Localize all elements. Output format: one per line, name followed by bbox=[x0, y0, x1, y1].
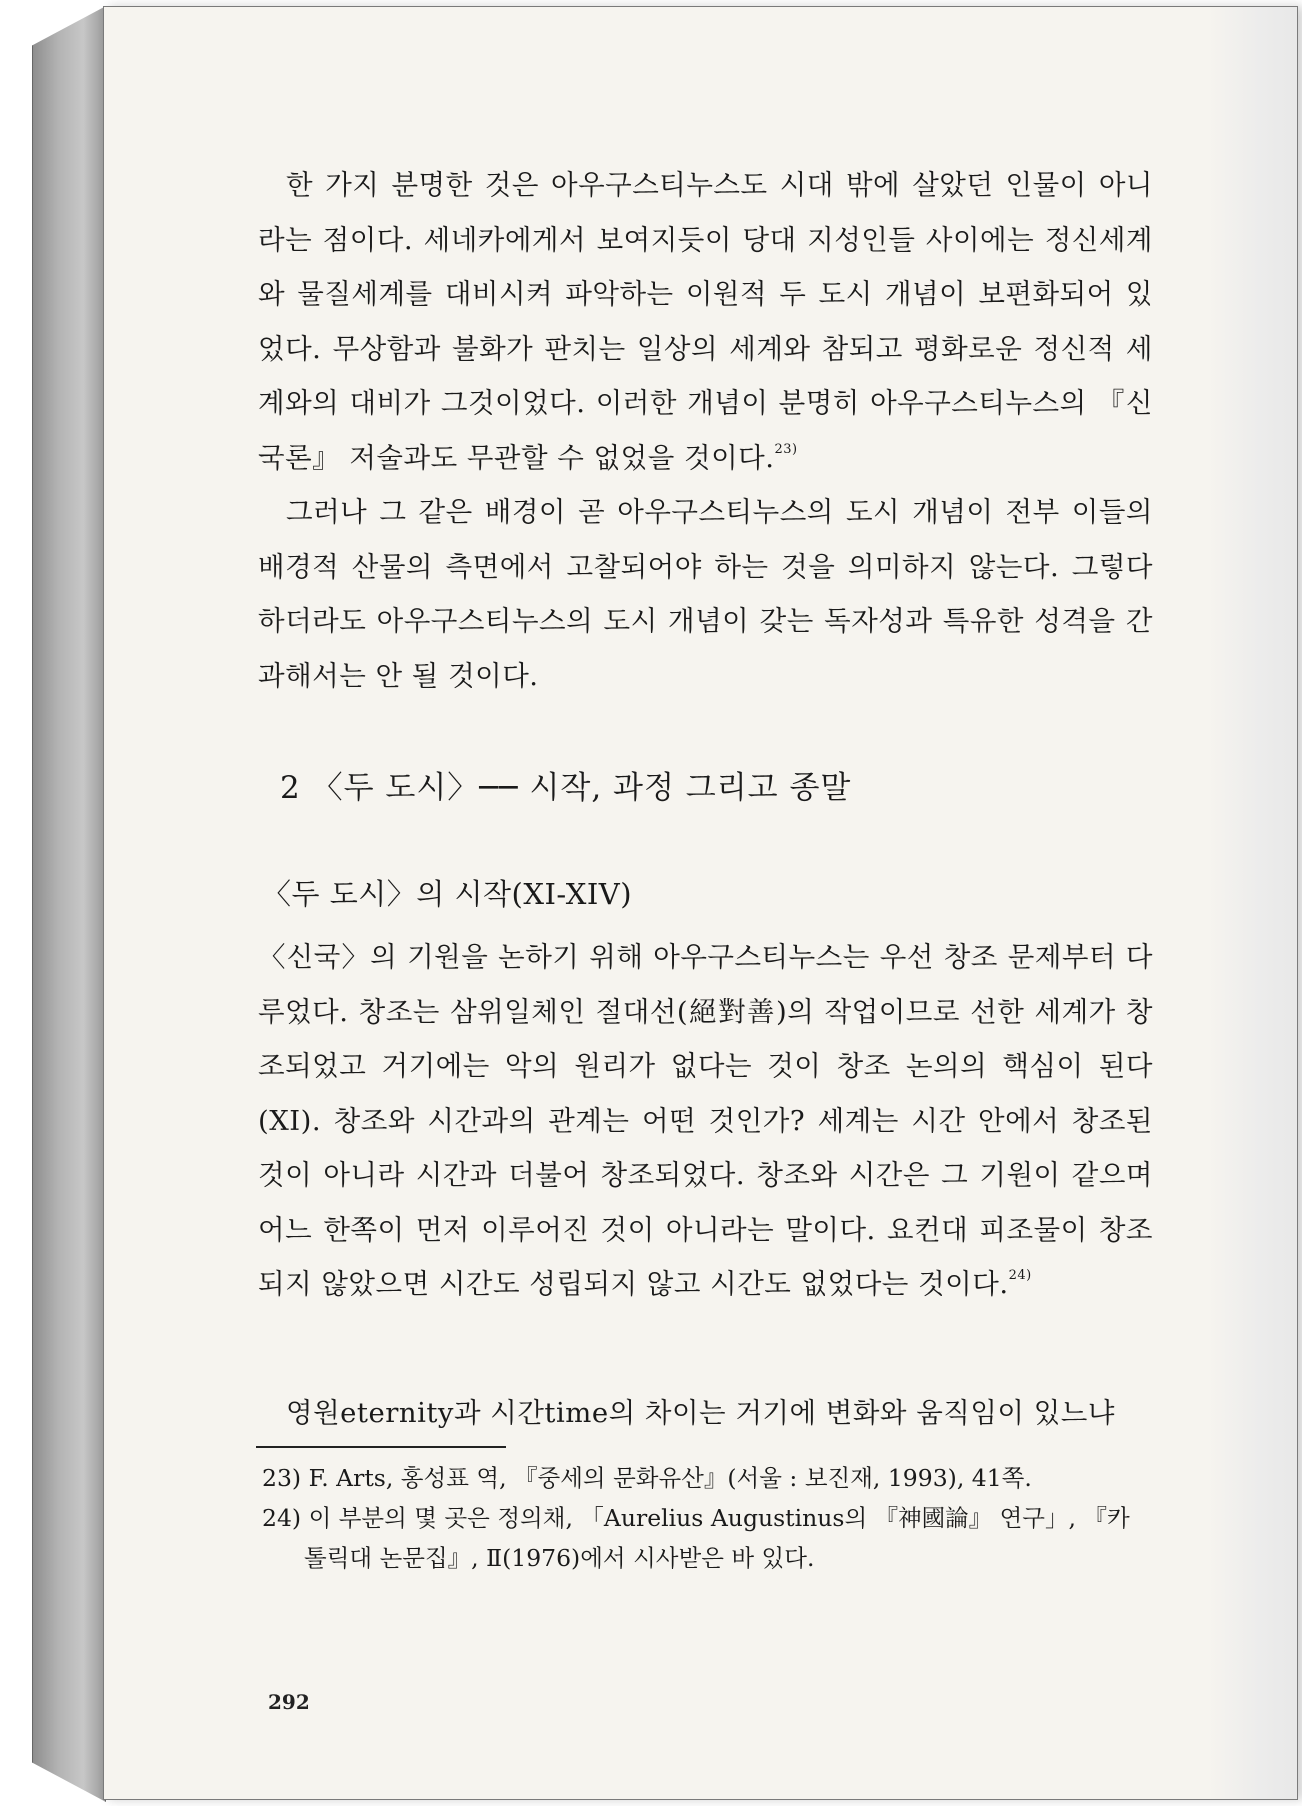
section-heading: 2 〈두 도시〉── 시작, 과정 그리고 종말 bbox=[280, 770, 852, 806]
footnote-23 bbox=[262, 1458, 1157, 1498]
paragraph-text: 〈신국〉의 기원을 논하기 위해 아우구스티누스는 우선 창조 문제부터 다루었다. 창조는 삼위일체인 절대선(絕對善)의 작업이므로 선한 세계가 창조되었고 거기에는 악의 원리가 없다는 것이 창조 논의의 핵심이 된다(XI). 창조와 시간과의 관계는 어떤 것인가? 세계는 시간 안에서 창조된 것이 아니라 시간과 더불어 창조되었다. 창조와 시간은 그 기원이 같으며 어느 한쪽이 먼저 이루어진 것이 아니라는 말이다. 요컨대 피조물이 창조되지 않았으면 시간도 성립되지 않고 시간도 없었다는 것이다. bbox=[258, 941, 1154, 1300]
footnote-reference: 24) bbox=[1008, 1268, 1032, 1283]
page-number: 292 bbox=[268, 1690, 310, 1714]
body-text-block-3 bbox=[258, 1386, 1153, 1441]
footnote-24 bbox=[262, 1498, 1157, 1578]
body-paragraph bbox=[258, 930, 1153, 1312]
body-paragraph bbox=[258, 158, 1153, 485]
footnote-marker: 23) bbox=[262, 1464, 302, 1492]
footnote-reference: 23) bbox=[774, 441, 798, 457]
book-spine bbox=[32, 6, 106, 1802]
footnote-divider bbox=[256, 1446, 506, 1448]
footnote-marker: 24) bbox=[262, 1504, 302, 1532]
footnote-text: 이 부분의 몇 곳은 정의채, 「Aurelius Augustinus의 『神國論』 연구」, 『카 bbox=[308, 1504, 1130, 1532]
footnote-text: F. Arts, 홍성표 역, 『중세의 문화유산』(서울 : 보진재, 1993), 41쪽. bbox=[308, 1464, 1032, 1492]
body-text-block-2 bbox=[258, 930, 1153, 1312]
sub-heading: 〈두 도시〉의 시작(XI-XIV) bbox=[262, 877, 633, 911]
body-text-block-1 bbox=[258, 158, 1153, 703]
paragraph-text: 한 가지 분명한 것은 아우구스티누스도 시대 밖에 살았던 인물이 아니라는 점이다. 세네카에게서 보여지듯이 당대 지성인들 사이에는 정신세계와 물질세계를 대비시켜 파악하는 이원적 두 도시 개념이 보편화되어 있었다. 무상함과 불화가 판치는 일상의 세계와 참되고 평화로운 정신적 세계와의 대비가 그것이었다. 이러한 개념이 분명히 아우구스티누스의 『신국론』 저술과도 무관할 수 없었을 것이다. bbox=[258, 169, 1153, 474]
body-paragraph: 그러나 그 같은 배경이 곧 아우구스티누스의 도시 개념이 전부 이들의 배경적 산물의 측면에서 고찰되어야 하는 것을 의미하지 않는다. 그렇다 하더라도 아우구스티누스의 도시 개념이 갖는 독자성과 특유한 성격을 간과해서는 안 될 것이다. bbox=[258, 496, 1153, 692]
body-paragraph: 영원eternity과 시간time의 차이는 거기에 변화와 움직임이 있느냐 bbox=[286, 1397, 1115, 1429]
footnotes bbox=[262, 1458, 1157, 1578]
page-edge-shading bbox=[1207, 7, 1297, 1799]
footnote-text-continued: 톨릭대 논문집』, Ⅱ(1976)에서 시사받은 바 있다. bbox=[304, 1544, 815, 1572]
